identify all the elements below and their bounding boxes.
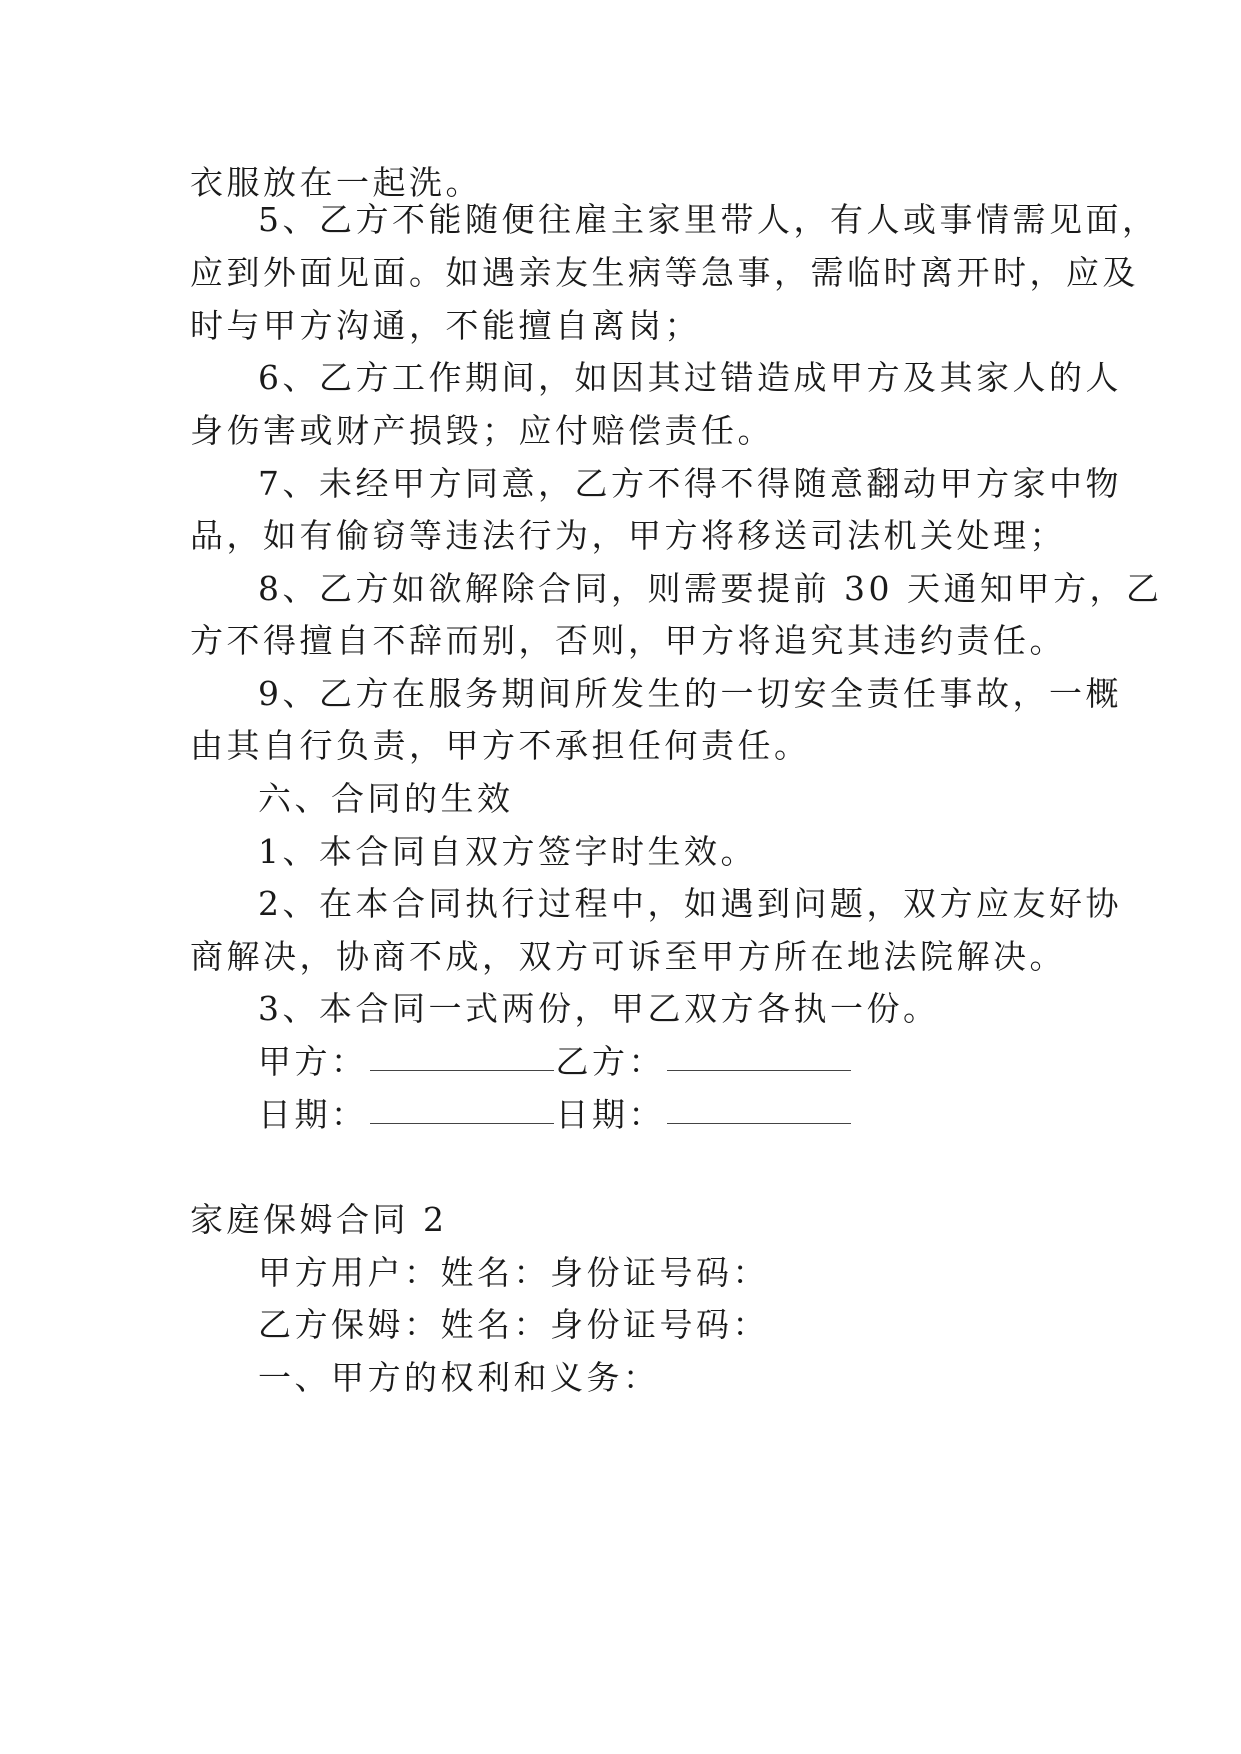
- party-a-label: 甲方：: [258, 1042, 368, 1081]
- paragraph-line: 甲方用户：姓名：身份证号码：: [258, 1253, 769, 1292]
- paragraph-line: 6、乙方工作期间，如因其过错造成甲方及其家人的人: [258, 358, 1122, 397]
- paragraph-line: 时与甲方沟通，不能擅自离岗；: [190, 306, 701, 345]
- date-b-label: 日期：: [555, 1095, 665, 1134]
- paragraph-line: 品，如有偷窃等违法行为，甲方将移送司法机关处理；: [190, 516, 1066, 555]
- paragraph-line: 9、乙方在服务期间所发生的一切安全责任事故，一概: [258, 674, 1122, 713]
- party-b-label: 乙方：: [555, 1042, 665, 1081]
- paragraph-line: 衣服放在一起洗。: [190, 163, 482, 202]
- party-b-signature-blank: [667, 1040, 851, 1071]
- paragraph-line: 应到外面见面。如遇亲友生病等急事，需临时离开时，应及: [190, 253, 1139, 292]
- paragraph-line: 2、在本合同执行过程中，如遇到问题，双方应友好协: [258, 884, 1122, 923]
- signature-row-parties: [258, 1040, 853, 1084]
- party-a-signature-blank: [370, 1040, 554, 1071]
- paragraph-line: 3、本合同一式两份，甲乙双方各执一份。: [258, 989, 940, 1028]
- paragraph-line: 1、本合同自双方签字时生效。: [258, 832, 757, 871]
- paragraph-line: 5、乙方不能随便往雇主家里带人，有人或事情需见面，: [258, 200, 1159, 239]
- paragraph-line: 7、未经甲方同意，乙方不得不得随意翻动甲方家中物: [258, 464, 1122, 503]
- paragraph-line: 方不得擅自不辞而别，否则，甲方将追究其违约责任。: [190, 621, 1066, 660]
- paragraph-line: 身伤害或财产损毁；应付赔偿责任。: [190, 411, 774, 450]
- signature-row-dates: [258, 1093, 853, 1137]
- section-heading: 一、甲方的权利和义务：: [258, 1358, 660, 1397]
- date-a-blank: [370, 1093, 554, 1124]
- date-a-label: 日期：: [258, 1095, 368, 1134]
- paragraph-line: 8、乙方如欲解除合同，则需要提前 30 天通知甲方，乙: [258, 569, 1163, 608]
- date-b-blank: [667, 1093, 851, 1124]
- paragraph-line: 商解决，协商不成，双方可诉至甲方所在地法院解决。: [190, 937, 1066, 976]
- section-title: 家庭保姆合同 2: [190, 1200, 448, 1239]
- paragraph-line: 乙方保姆：姓名：身份证号码：: [258, 1305, 769, 1344]
- paragraph-line: 由其自行负责，甲方不承担任何责任。: [190, 726, 811, 765]
- section-heading: 六、合同的生效: [258, 779, 514, 818]
